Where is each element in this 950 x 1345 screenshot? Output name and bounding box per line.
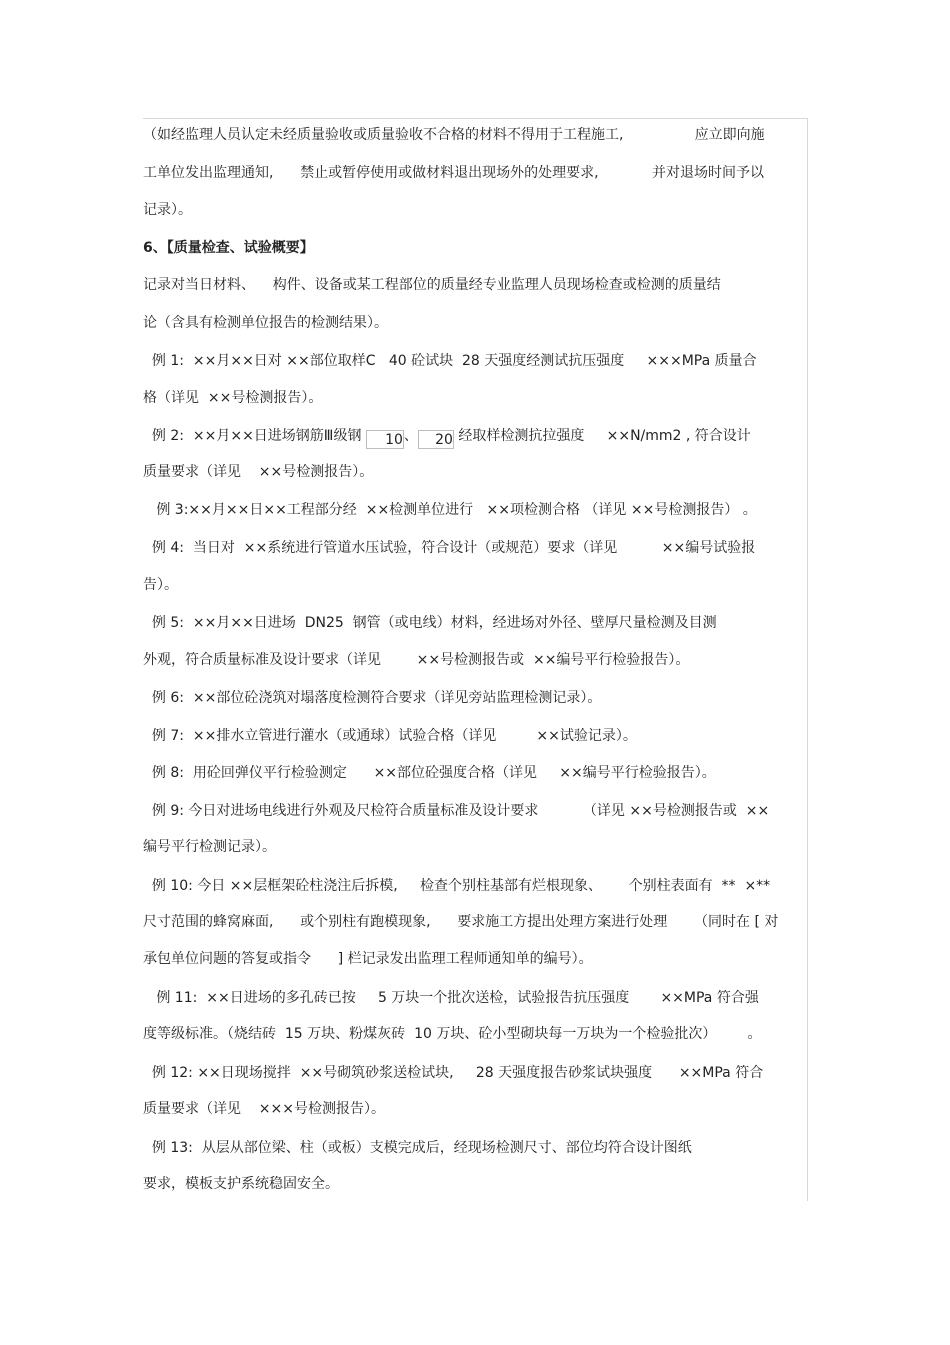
paragraph-line: 质量要求（详见 ×××号检测报告）。 [143,1101,385,1117]
rebar-size-box-10: 10 [366,430,404,449]
rebar-size-box-20: 20 [418,430,454,449]
paragraph-line: 尺寸范围的蜂窝麻面, 或个别柱有跑模现象, 要求施工方提出处理方案进行处理 （同时在 [ 对 [143,914,779,930]
example-9-line: 例 9: 今日对进场电线进行外观及尺检符合质量标准及设计要求 （详见 ××号检测报告或 ×× [143,803,770,819]
paragraph-line: 质量要求（详见 ××号检测报告）。 [143,464,374,480]
paragraph-line: （如经监理人员认定未经质量验收或质量验收不合格的材料不得用于工程施工, 应立即向施 [143,127,765,143]
example-2-line [143,427,751,449]
example-11-line: 例 11: ××日进场的多孔砖已按 5 万块一个批次送检，试验报告抗压强度 ××MPa 符合强 [143,990,759,1006]
example-1-line: 例 1: ××月××日对 ××部位取样C 40 砼试块 28 天强度经测试抗压强度 ×××MPa 质量合 [143,353,757,369]
example-8-line: 例 8: 用砼回弹仪平行检验测定 ××部位砼强度合格（详见 ××编号平行检验报告）。 [143,765,716,781]
paragraph-line: 论（含具有检测单位报告的检测结果）。 [143,315,388,331]
example-6-line: 例 6: ××部位砼浇筑对塌落度检测符合要求（详见旁站监理检测记录）。 [143,690,602,706]
paragraph-line: 编号平行检测记录）。 [143,839,276,855]
paragraph-line: 承包单位问题的答复或指令 ] 栏记录发出监理工程师通知单的编号）。 [143,951,593,967]
paragraph-line: 要求，模板支护系统稳固安全。 [143,1176,339,1192]
separator: 、 [403,428,418,444]
section-heading: 6、【质量检查、试验概要】 [143,240,314,256]
example-3-line: 例 3:××月××日××工程部分经 ××检测单位进行 ××项检测合格 （详见 ××号检测报告） 。 [143,502,757,518]
example-7-line: 例 7: ××排水立管进行灌水（或通球）试验合格（详见 ××试验记录）。 [143,728,637,744]
example-10-line: 例 10: 今日 ××层框架砼柱浇注后拆模, 检查个别柱基部有烂根现象、 个别柱表面有 ** ×** [143,878,771,894]
paragraph-line: 记录对当日材料、 构件、设备或某工程部位的质量经专业监理人员现场检查或检测的质量结 [143,277,721,293]
example-12-line: 例 12: ××日现场搅拌 ××号砌筑砂浆送检试块, 28 天强度报告砂浆试块强度 ××MPa 符合 [143,1065,764,1081]
example-4-line: 例 4: 当日对 ××系统进行管道水压试验，符合设计（或规范）要求（详见 ××编号试验报 [143,540,756,556]
paragraph-line: 度等级标准。（烧结砖 15 万块、粉煤灰砖 10 万块、砼小型砌块每一万块为一个检验批次） 。 [143,1026,762,1042]
example-2-text: 例 2: ××月××日进场钢筋Ⅲ级钢 [143,428,366,444]
example-5-line: 例 5: ××月××日进场 DN25 钢管（或电线）材料，经进场对外径、壁厚尺量检测及目测 [143,615,717,631]
paragraph-line: 外观，符合质量标准及设计要求（详见 ××号检测报告或 ××编号平行检验报告）。 [143,652,690,668]
example-13-line: 例 13: 从层从部位梁、柱（或板）支模完成后，经现场检测尺寸、部位均符合设计图纸 [143,1140,692,1156]
example-2-text-tail: 经取样检测抗拉强度 ××N/mm2 , 符合设计 [453,428,751,444]
paragraph-line: 工单位发出监理通知, 禁止或暂停使用或做材料退出现场外的处理要求, 并对退场时间予以 [143,165,765,181]
paragraph-line: 告）。 [143,577,178,593]
paragraph-line: 记录）。 [143,202,192,218]
paragraph-line: 格（详见 ××号检测报告）。 [143,390,323,406]
